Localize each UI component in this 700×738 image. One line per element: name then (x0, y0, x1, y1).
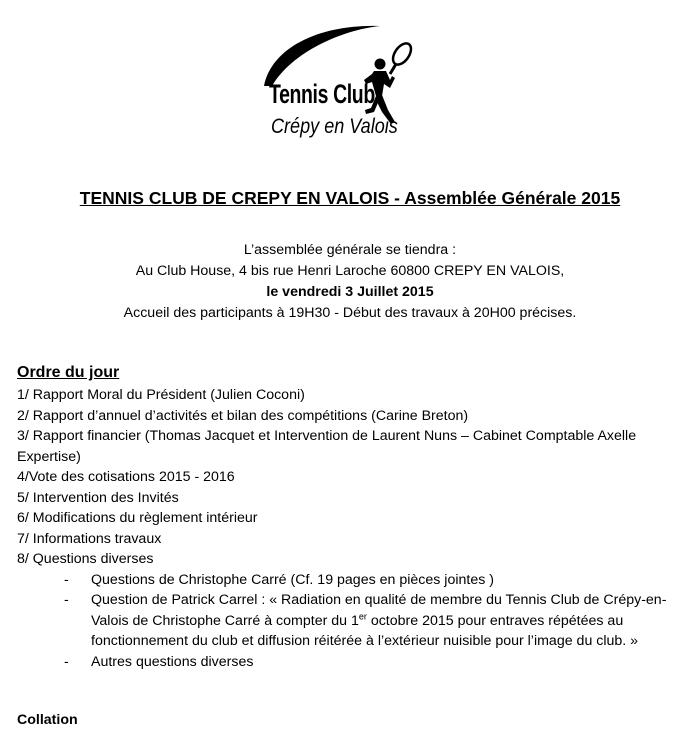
agenda-subitem (17, 652, 689, 673)
agenda-item: 8/ Questions diverses (17, 551, 154, 567)
collation-label: Collation (17, 712, 78, 728)
page-title: TENNIS CLUB DE CREPY EN VALOIS - Assemblée Générale 2015 (79, 188, 621, 208)
info-line-intro: L’assemblée générale se tiendra : (243, 242, 457, 258)
agenda-item: 4/Vote des cotisations 2015 - 2016 (17, 469, 235, 485)
subitem-text-part: octobre 2015 pour entraves répétées au fonctionnement du club et diffusion réitérée à l’extérieur nuisible pour l’image du club. » (91, 612, 639, 649)
info-line-date: le vendredi 3 Juillet 2015 (266, 284, 434, 300)
agenda-item: 2/ Rapport d’annuel d’activités et bilan des compétitions (Carine Breton) (17, 407, 469, 424)
agenda-item: 6/ Modifications du règlement intérieur (17, 510, 258, 526)
subitem-text: Questions de Christophe Carré (Cf. 19 pages en pièces jointes ) (91, 571, 494, 588)
subitem-text: Autres questions diverses (91, 653, 254, 670)
bullet-dash: - (64, 571, 69, 588)
bullet-dash: - (64, 592, 69, 608)
subitem-text-part: Question de Patrick Carrel : « Radiation en qualité de membre du Tennis Club de Crépy-en-Valois de Christophe Carré à compter du 1 (91, 592, 667, 629)
superscript: er (358, 610, 367, 621)
logo-club-name: Tennis Club (269, 79, 375, 109)
subitem-text (91, 590, 691, 652)
agenda-item: 1/ Rapport Moral du Président (Julien Coconi) (17, 387, 305, 403)
agenda-list (17, 385, 689, 672)
bullet-dash: - (64, 653, 69, 670)
agenda-item: 7/ Informations travaux (17, 530, 162, 547)
info-line-address: Au Club House, 4 bis rue Henri Laroche 60800 CREPY EN VALOIS, (135, 263, 565, 279)
info-line-schedule: Accueil des participants à 19H30 - Début des travaux à 20H00 précises. (123, 305, 577, 321)
agenda-subitem (17, 570, 689, 591)
agenda-item: 3/ Rapport financier (Thomas Jacquet et Intervention de Laurent Nuns – Cabinet Comptable Axelle Expertise) (17, 428, 637, 465)
meeting-info (0, 240, 700, 324)
agenda-item: 5/ Intervention des Invités (17, 489, 179, 506)
agenda-subitem (17, 590, 689, 652)
agenda-title: Ordre du jour (17, 364, 120, 381)
club-logo (262, 18, 422, 146)
logo-city-name: Crépy en Valois (271, 115, 398, 138)
